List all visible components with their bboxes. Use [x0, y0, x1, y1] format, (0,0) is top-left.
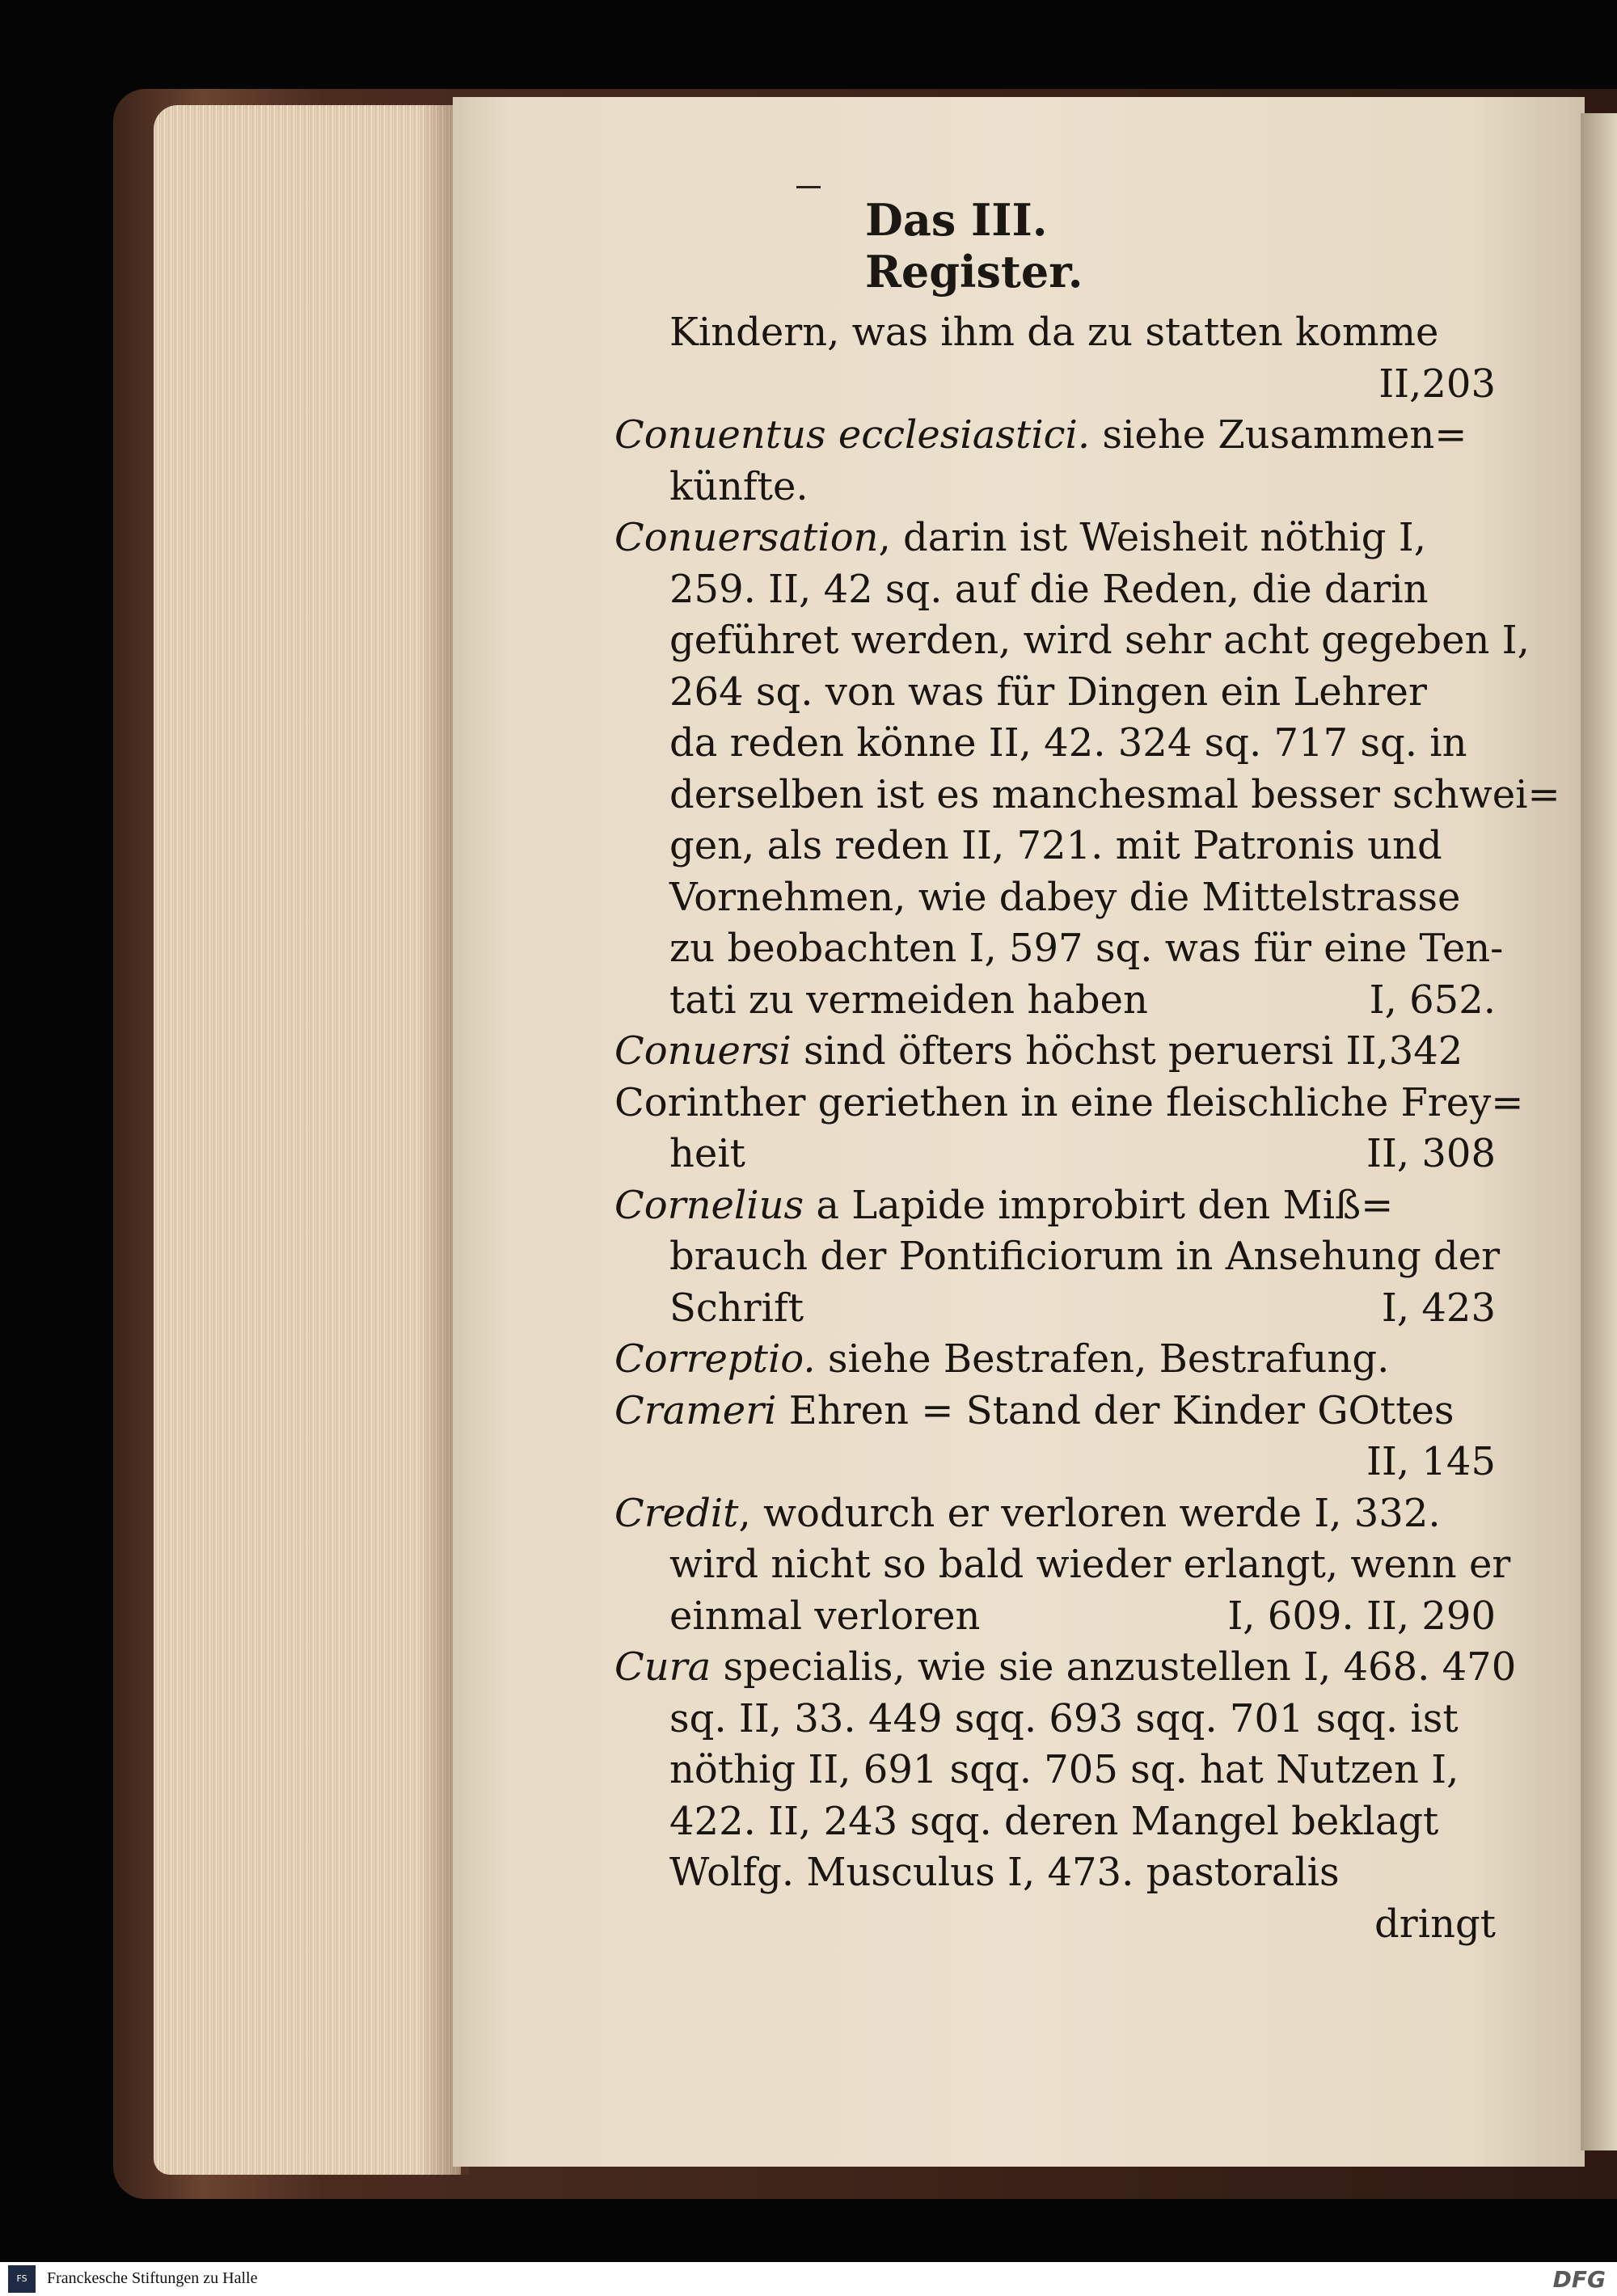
latin-term: Cura: [614, 1644, 711, 1690]
latin-term: Conuersi: [614, 1028, 792, 1074]
line-text: Ehren = Stand der Kinder GOttes: [776, 1387, 1454, 1433]
line-text: Vornehmen, wie dabey die Mittelstrasse: [669, 874, 1461, 920]
institution-logo-icon: FS: [8, 2265, 36, 2293]
register-line: [614, 564, 1496, 616]
register-line: [614, 1745, 1496, 1796]
register-line: [614, 1437, 1496, 1488]
register-text: [614, 307, 1560, 1950]
register-line: [614, 1026, 1496, 1078]
line-text: sq. II, 33. 449 sqq. 693 sqq. 701 sqq. ist: [669, 1695, 1459, 1741]
latin-term: Cornelius: [614, 1182, 804, 1228]
page-reference: I, 609. II, 290: [1227, 1593, 1496, 1639]
line-text: , darin ist Weisheit nöthig I,: [878, 515, 1426, 560]
register-line: [614, 1796, 1496, 1848]
register-line: [614, 462, 1496, 513]
register-line: [614, 615, 1530, 667]
line-text: sind öfters höchst peruersi II,342: [791, 1028, 1463, 1074]
register-line: [614, 410, 1496, 462]
register-line: [614, 770, 1560, 821]
line-text: Corinther geriethen in eine fleischliche Frey=: [614, 1079, 1524, 1125]
register-line: [614, 1078, 1524, 1129]
register-line: [614, 1539, 1511, 1591]
facing-page-edge: [1581, 113, 1617, 2150]
dfg-badge: DFG: [1552, 2266, 1606, 2293]
register-line: [614, 821, 1496, 872]
register-line: [614, 307, 1496, 359]
register-line: [614, 718, 1496, 770]
line-text: 422. II, 243 sqq. deren Mangel beklagt: [669, 1798, 1439, 1844]
viewer-footer: [0, 2262, 1617, 2296]
register-line: [614, 1231, 1501, 1283]
line-text: künfte.: [669, 463, 808, 509]
line-text: brauch der Pontificiorum in Ansehung der: [669, 1234, 1501, 1279]
register-line: [614, 667, 1496, 719]
latin-term: Credit: [614, 1490, 739, 1536]
line-text: heit: [669, 1131, 745, 1176]
register-line: [614, 1129, 1496, 1180]
page-reference: I, 423: [1381, 1285, 1496, 1331]
page-edges: [154, 105, 461, 2175]
page-reference: II, 308: [1366, 1131, 1496, 1176]
page-reference: I, 652.: [1369, 977, 1496, 1023]
latin-term: Conuentus ecclesiastici.: [614, 412, 1091, 458]
register-line: [614, 1591, 1496, 1643]
line-text: gen, als reden II, 721. mit Patronis und: [669, 823, 1442, 868]
line-text: wird nicht so bald wieder erlangt, wenn er: [669, 1542, 1511, 1587]
line-text: siehe Zusammen=: [1090, 412, 1467, 458]
line-text: 259. II, 42 sq. auf die Reden, die darin: [669, 566, 1429, 612]
line-text: specialis, wie sie anzustellen I, 468. 470: [711, 1644, 1517, 1690]
register-line: [614, 923, 1504, 975]
line-text: nöthig II, 691 sqq. 705 sq. hat Nutzen I,: [669, 1747, 1459, 1792]
latin-term: Correptio.: [614, 1336, 816, 1382]
line-text: dringt: [1374, 1901, 1496, 1947]
line-text: geführet werden, wird sehr acht gegeben I,: [669, 618, 1530, 663]
line-text: 264 sq. von was für Dingen ein Lehrer: [669, 669, 1427, 715]
latin-term: Crameri: [614, 1387, 777, 1433]
register-line: [614, 1694, 1496, 1745]
line-text: derselben ist es manchesmal besser schwei=: [669, 771, 1560, 817]
register-line: [614, 1642, 1517, 1694]
register-line: [614, 1386, 1496, 1437]
line-text: II,203: [1378, 361, 1496, 407]
register-line: [614, 513, 1496, 564]
latin-term: Conuersation: [614, 515, 879, 560]
line-text: Kindern, was ihm da zu statten komme: [669, 310, 1439, 355]
line-text: da reden könne II, 42. 324 sq. 717 sq. in: [669, 720, 1467, 766]
register-line: [614, 1488, 1496, 1540]
line-text: a Lapide improbirt den Miß=: [804, 1182, 1394, 1228]
register-line: [614, 1899, 1496, 1951]
register-line: [614, 1334, 1496, 1386]
register-line: [614, 1847, 1496, 1899]
register-line: [614, 359, 1496, 411]
header-mark: [796, 186, 821, 188]
register-line: [614, 872, 1496, 924]
register-line: [614, 975, 1496, 1027]
line-text: einmal verloren: [669, 1593, 981, 1639]
line-text: II, 145: [1366, 1439, 1496, 1484]
page-header: Das III. Register.: [865, 194, 1083, 298]
register-line: [614, 1283, 1496, 1335]
line-text: tati zu vermeiden haben: [669, 977, 1148, 1023]
line-text: zu beobachten I, 597 sq. was für eine Ten-: [669, 926, 1504, 971]
register-line: [614, 1180, 1496, 1232]
line-text: Schrift: [669, 1285, 804, 1331]
institution-name: Franckesche Stiftungen zu Halle: [47, 2269, 258, 2287]
line-text: Wolfg. Musculus I, 473. pastoralis: [669, 1850, 1340, 1895]
line-text: , wodurch er verloren werde I, 332.: [738, 1490, 1441, 1536]
line-text: siehe Bestrafen, Bestrafung.: [815, 1336, 1390, 1382]
